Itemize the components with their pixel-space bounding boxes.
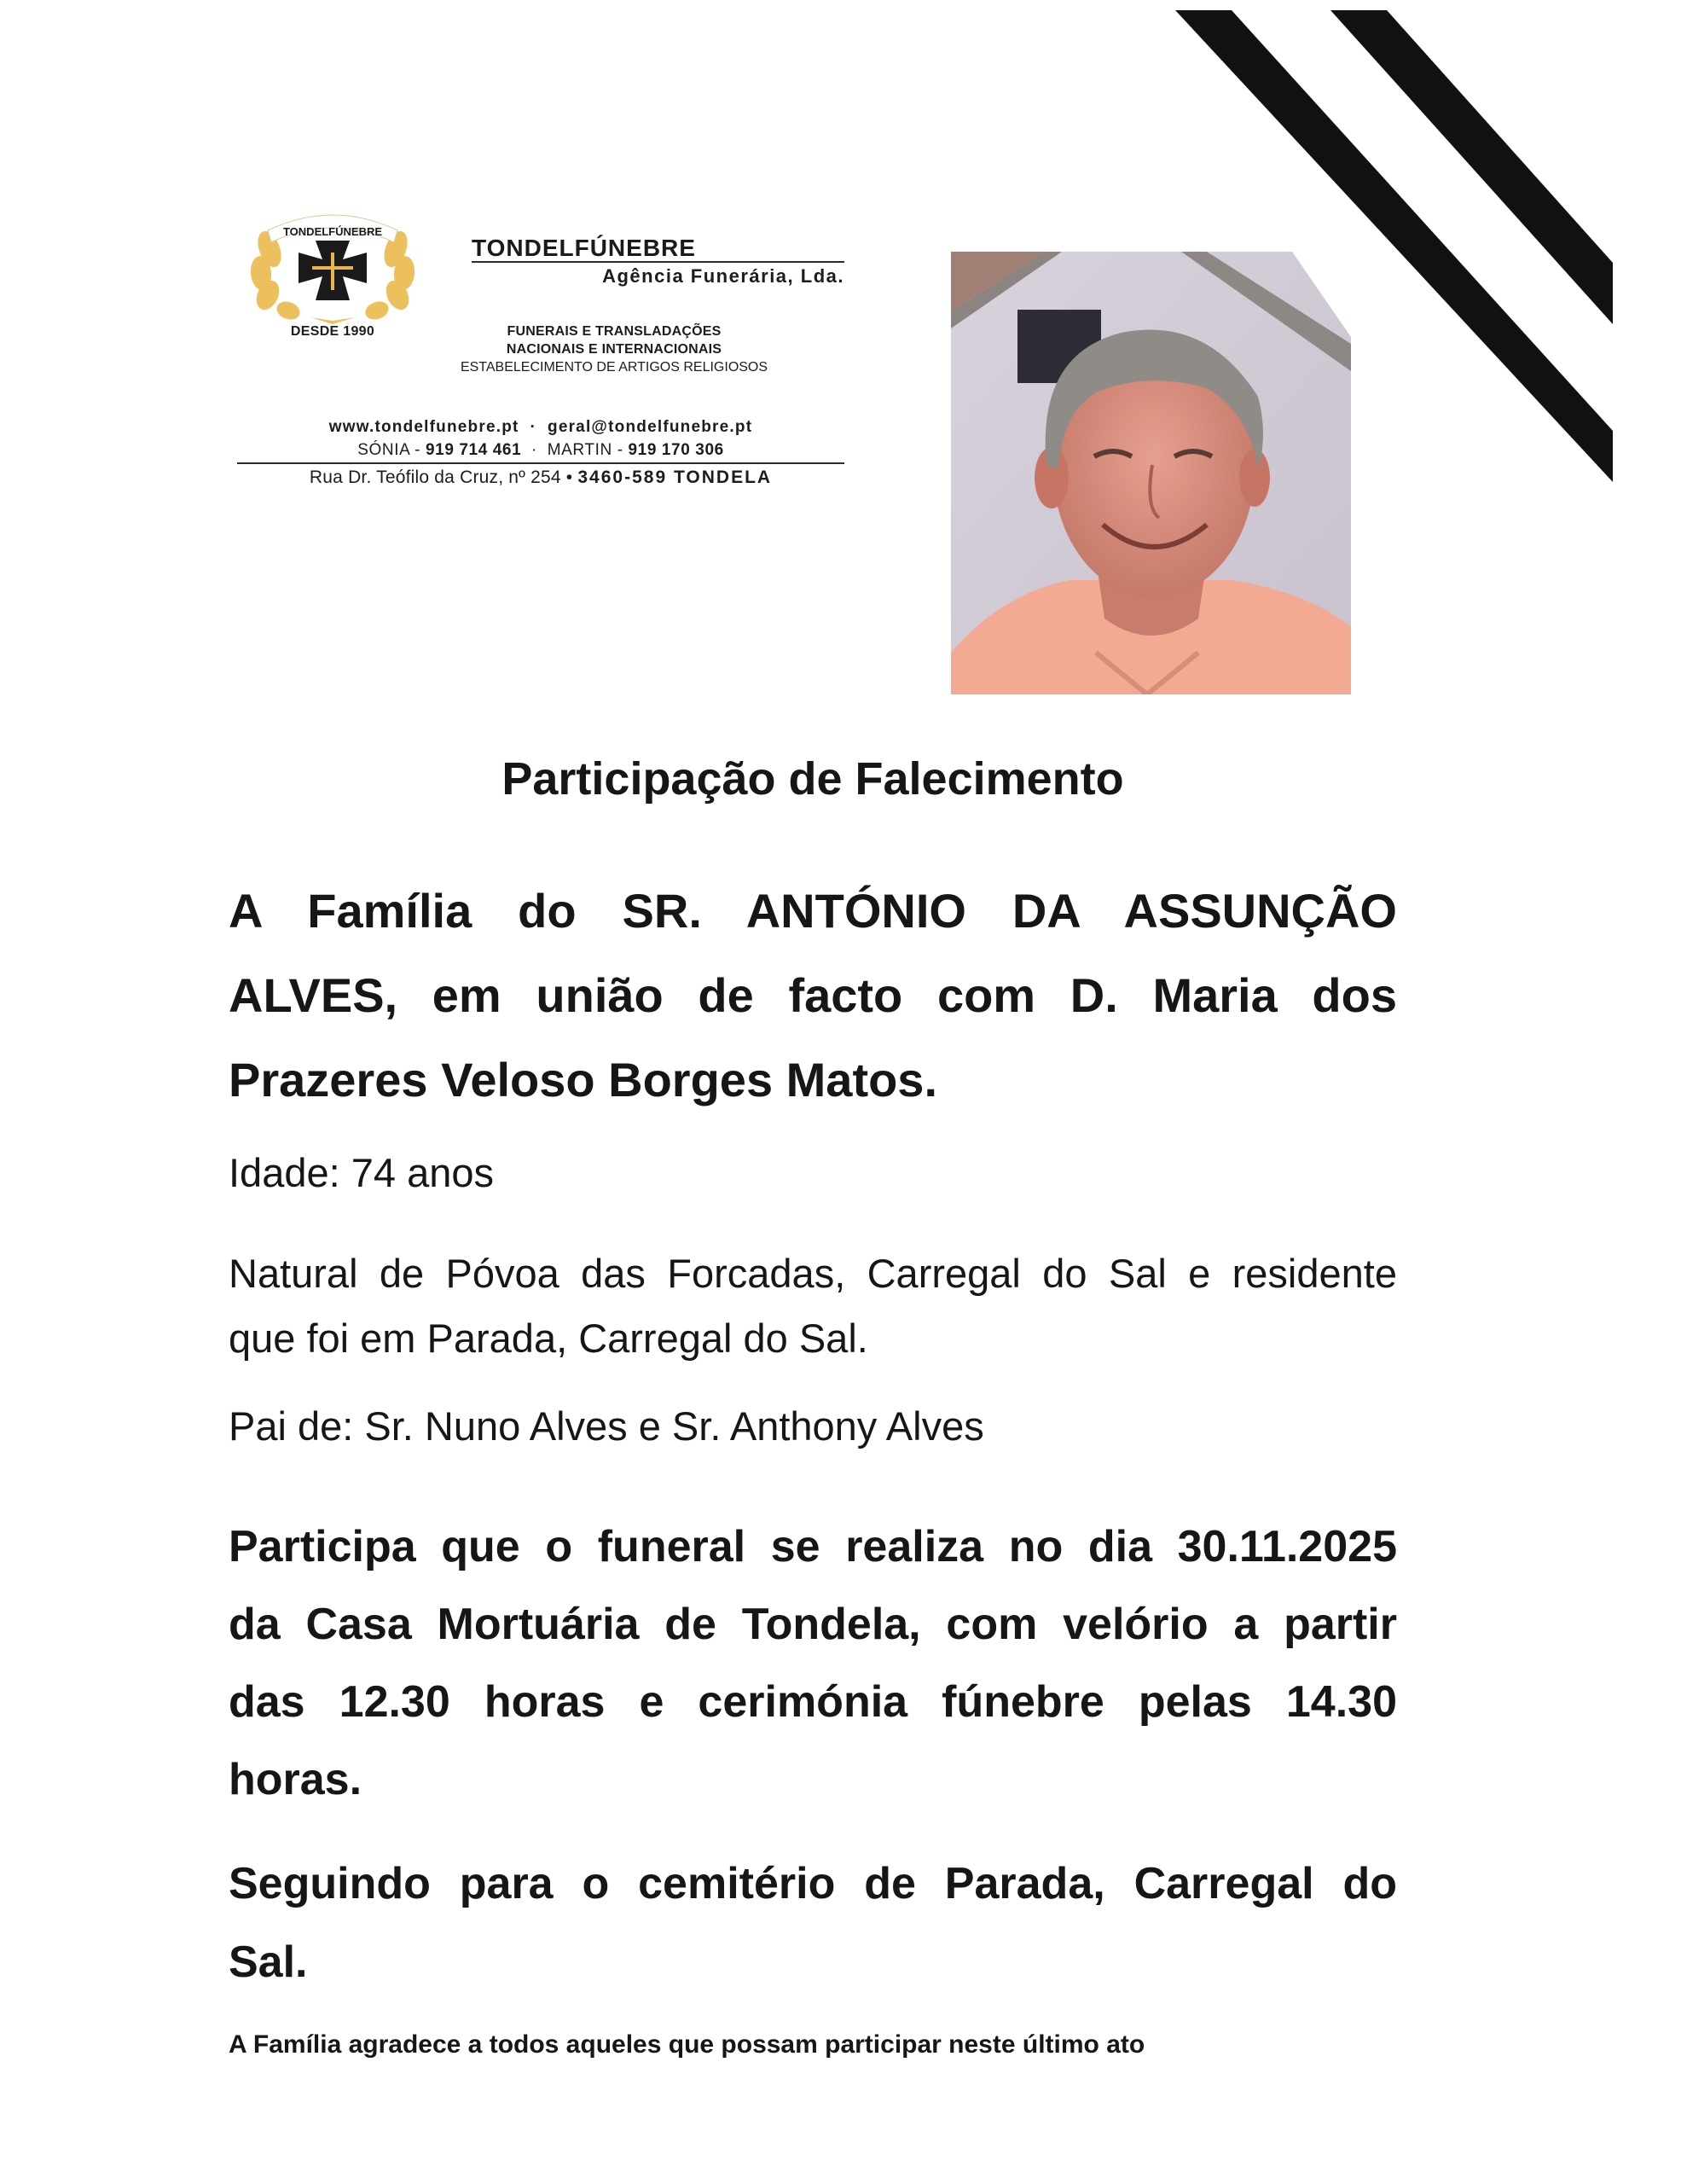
agency-name: TONDELFÚNEBRE bbox=[472, 235, 696, 261]
email-link[interactable]: geral@tondelfunebre.pt bbox=[548, 418, 753, 436]
laurel-cross-icon bbox=[242, 205, 423, 328]
phone-number[interactable]: 919 170 306 bbox=[628, 441, 724, 459]
funeral-line: horas. bbox=[229, 1755, 362, 1804]
separator-dot: · bbox=[531, 441, 537, 459]
agency-services bbox=[401, 322, 827, 376]
address-postal: 3460-589 TONDELA bbox=[577, 468, 773, 487]
announcement-line: A Família do SR. ANTÓNIO DA ASSUNÇÃO bbox=[229, 884, 1397, 938]
children-line: Pai de: Sr. Nuno Alves e Sr. Anthony Alves bbox=[229, 1403, 984, 1449]
family-announcement bbox=[229, 868, 1397, 1122]
portrait-image-icon bbox=[951, 252, 1351, 694]
since-year: DESDE 1990 bbox=[290, 324, 375, 339]
service-line: NACIONAIS E INTERNACIONAIS bbox=[506, 342, 722, 357]
address-divider bbox=[237, 462, 844, 464]
age-line: Idade: 74 anos bbox=[229, 1150, 494, 1195]
origin-line: Natural de Póvoa das Forcadas, Carregal do Sal e residente bbox=[229, 1251, 1397, 1296]
address-street: Rua Dr. Teófilo da Cruz, nº 254 bbox=[309, 468, 561, 487]
funeral-line: da Casa Mortuária de Tondela, com velório a partir bbox=[229, 1600, 1397, 1649]
portrait-photo bbox=[951, 252, 1351, 694]
burial-line: Sal. bbox=[229, 1937, 308, 1987]
funeral-details bbox=[229, 1508, 1397, 1819]
agency-logo bbox=[242, 205, 423, 328]
address-bullet: • bbox=[565, 468, 573, 487]
funeral-line: das 12.30 horas e cerimónia fúnebre pelas 14.30 bbox=[229, 1677, 1397, 1727]
origin-residence-text bbox=[229, 1241, 1397, 1371]
burial-details bbox=[229, 1844, 1397, 2001]
announcement-line: Prazeres Veloso Borges Matos. bbox=[229, 1053, 938, 1107]
svg-text:TONDELFÚNEBRE: TONDELFÚNEBRE bbox=[282, 225, 383, 238]
family-thanks: A Família agradece a todos aqueles que possam participar neste último ato bbox=[229, 2030, 1145, 2059]
children-text bbox=[229, 1401, 1397, 1452]
service-line: FUNERAIS E TRANSLADAÇÕES bbox=[507, 324, 722, 339]
separator-dot: · bbox=[530, 418, 537, 436]
agency-subtitle: Agência Funerária, Lda. bbox=[602, 265, 844, 287]
phone-number[interactable]: 919 714 461 bbox=[425, 441, 522, 459]
service-line: ESTABELECIMENTO DE ARTIGOS RELIGIOSOS bbox=[460, 360, 768, 375]
announcement-line: ALVES, em união de facto com D. Maria dos bbox=[229, 968, 1397, 1022]
notice-title: Participação de Falecimento bbox=[501, 753, 1124, 804]
website-link[interactable]: www.tondelfunebre.pt bbox=[328, 418, 519, 436]
origin-line: que foi em Parada, Carregal do Sal. bbox=[229, 1316, 868, 1361]
contact-name: MARTIN bbox=[547, 441, 612, 459]
contact-name: SÓNIA bbox=[357, 441, 410, 459]
funeral-line: Participa que o funeral se realiza no dia 30.11.2025 bbox=[229, 1522, 1397, 1571]
age-text bbox=[229, 1147, 1397, 1199]
agency-name-underline bbox=[472, 261, 844, 263]
agency-contacts: www.tondelfunebre.pt · geral@tondelfunebre.pt SÓNIA - 919 714 461 · MARTIN - 919 170 306 Rua Dr. Teófilo da Cruz, nº 254 • 3460-589 TONDELA bbox=[237, 415, 844, 490]
burial-line: Seguindo para o cemitério de Parada, Carregal do bbox=[229, 1859, 1397, 1908]
